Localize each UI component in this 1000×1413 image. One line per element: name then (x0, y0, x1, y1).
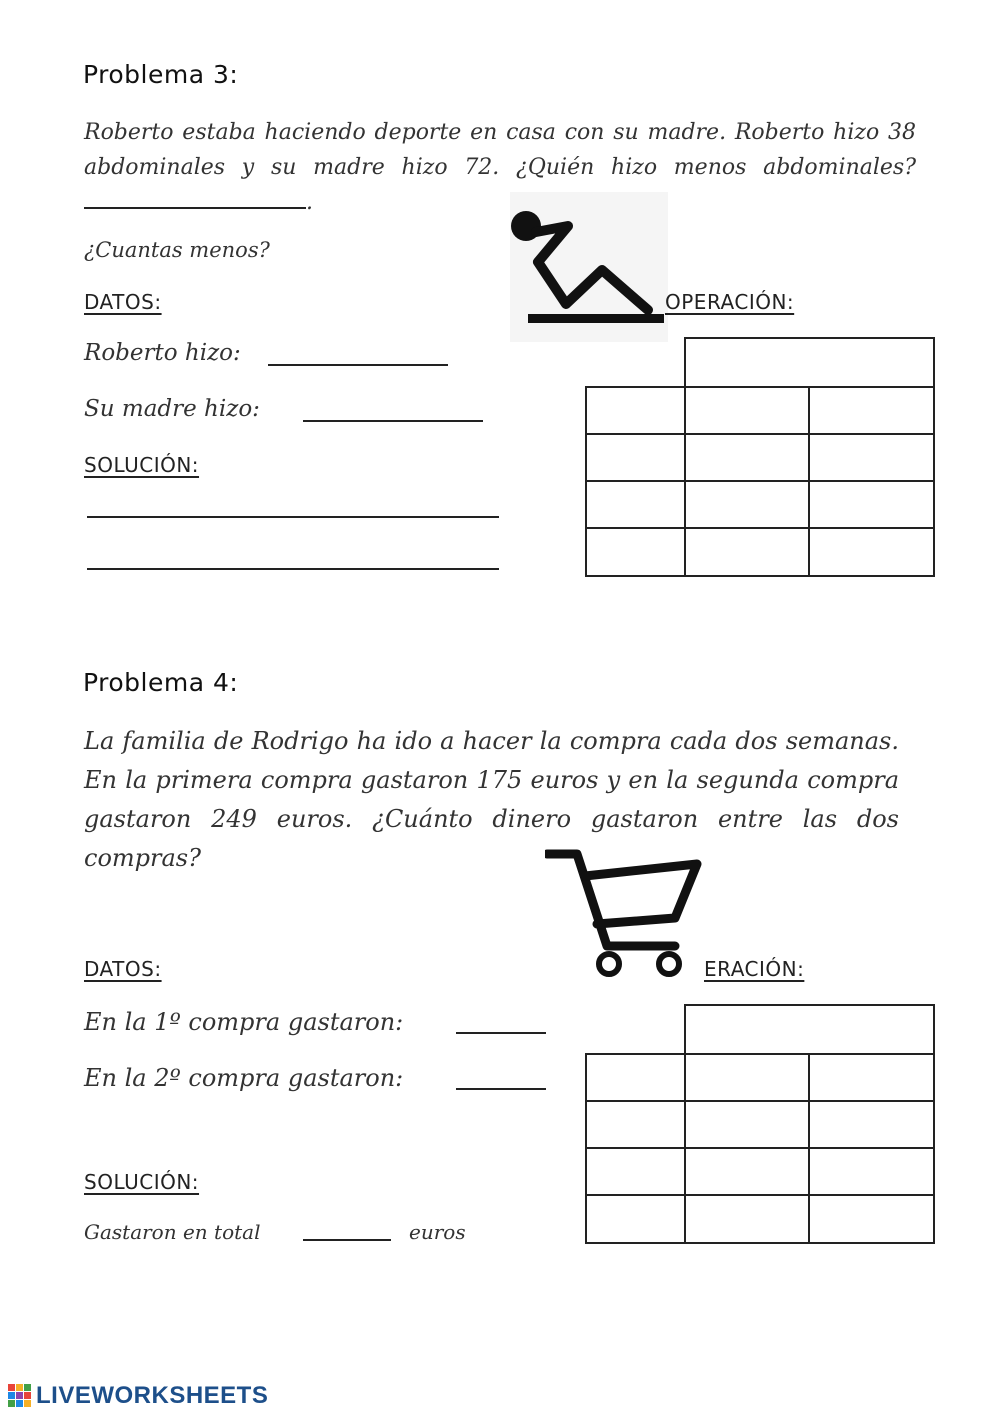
problem3-grid-cell[interactable] (585, 480, 686, 529)
problem3-operacion-label: OPERACIÓN: (665, 290, 795, 314)
problem3-solucion-label: SOLUCIÓN: (84, 453, 200, 477)
shopping-cart-icon (545, 846, 705, 978)
problem3-title: Problema 3: (83, 60, 239, 89)
problem3-grid-cell[interactable] (585, 433, 686, 482)
problem4-compra2-input[interactable] (456, 1070, 546, 1090)
problem4-grid-cell[interactable] (684, 1053, 810, 1102)
problem4-title: Problema 4: (83, 668, 239, 697)
problem3-grid-cell[interactable] (585, 386, 686, 435)
problem4-grid-cell[interactable] (684, 1100, 810, 1149)
problem3-solution-line-2[interactable] (87, 568, 499, 570)
problem3-grid-cell[interactable] (684, 480, 810, 529)
problem3-grid-cell[interactable] (808, 527, 935, 577)
problem4-statement: La familia de Rodrigo ha ido a hacer la compra cada dos semanas. En la primera compra gastaron 175 euros y en la segunda compra gastaron 249 euros. ¿Cuánto dinero gastaron entre las dos compras? (84, 727, 899, 872)
problem3-solution-line-1[interactable] (87, 516, 499, 518)
problem4-solucion-label: SOLUCIÓN: (84, 1170, 200, 1194)
problem3-who-answer-blank[interactable] (84, 207, 306, 209)
problem4-grid-cell[interactable] (808, 1100, 935, 1149)
problem4-grid-top-cell[interactable] (684, 1004, 935, 1055)
problem3-grid-top-cell[interactable] (684, 337, 935, 388)
footer-brand[interactable] (8, 1381, 268, 1411)
problem4-grid-cell[interactable] (808, 1194, 935, 1244)
problem3-grid-cell[interactable] (585, 527, 686, 577)
problem4-compra1-label: En la 1º compra gastaron: (84, 1008, 404, 1036)
problem3-datos-label: DATOS: (84, 290, 162, 314)
problem3-grid-cell[interactable] (808, 480, 935, 529)
problem3-question: ¿Cuantas menos? (84, 238, 270, 262)
problem3-grid-cell[interactable] (684, 433, 810, 482)
problem4-grid-cell[interactable] (585, 1147, 686, 1196)
problem4-grid-cell[interactable] (585, 1053, 686, 1102)
problem4-grid-cell[interactable] (585, 1194, 686, 1244)
problem4-grid-cell[interactable] (684, 1147, 810, 1196)
problem4-grid-cell[interactable] (808, 1053, 935, 1102)
problem3-roberto-input[interactable] (268, 346, 448, 366)
problem4-euros-label: euros (409, 1220, 466, 1244)
problem4-grid-cell[interactable] (808, 1147, 935, 1196)
footer-brand-text: LIVEWORKSHEETS (36, 1382, 269, 1409)
problem3-statement-text: Roberto estaba haciendo deporte en casa con su madre. Roberto hizo 38 abdominales y su madre hizo 72. ¿Quién hizo menos abdominales? (84, 120, 916, 180)
problem4-grid-cell[interactable] (684, 1194, 810, 1244)
problem3-roberto-label: Roberto hizo: (84, 340, 241, 366)
problem4-datos-label: DATOS: (84, 957, 162, 981)
liveworksheets-logo-icon (8, 1384, 32, 1408)
problem4-compra1-input[interactable] (456, 1014, 546, 1034)
problem4-total-input[interactable] (303, 1221, 391, 1241)
problem3-grid-cell[interactable] (808, 386, 935, 435)
problem3-statement (84, 115, 916, 220)
problem3-grid-cell[interactable] (808, 433, 935, 482)
problem3-statement-end: . (306, 190, 313, 215)
problem3-grid-cell[interactable] (684, 386, 810, 435)
problem4-grid-cell[interactable] (585, 1100, 686, 1149)
problem4-compra2-label: En la 2º compra gastaron: (84, 1064, 404, 1092)
problem3-madre-label: Su madre hizo: (84, 396, 260, 422)
problem4-total-label: Gastaron en total (84, 1220, 261, 1244)
problem4-operacion-label: ERACIÓN: (704, 957, 805, 981)
problem3-grid-cell[interactable] (684, 527, 810, 577)
problem3-madre-input[interactable] (303, 402, 483, 422)
situp-person-icon (510, 192, 668, 342)
